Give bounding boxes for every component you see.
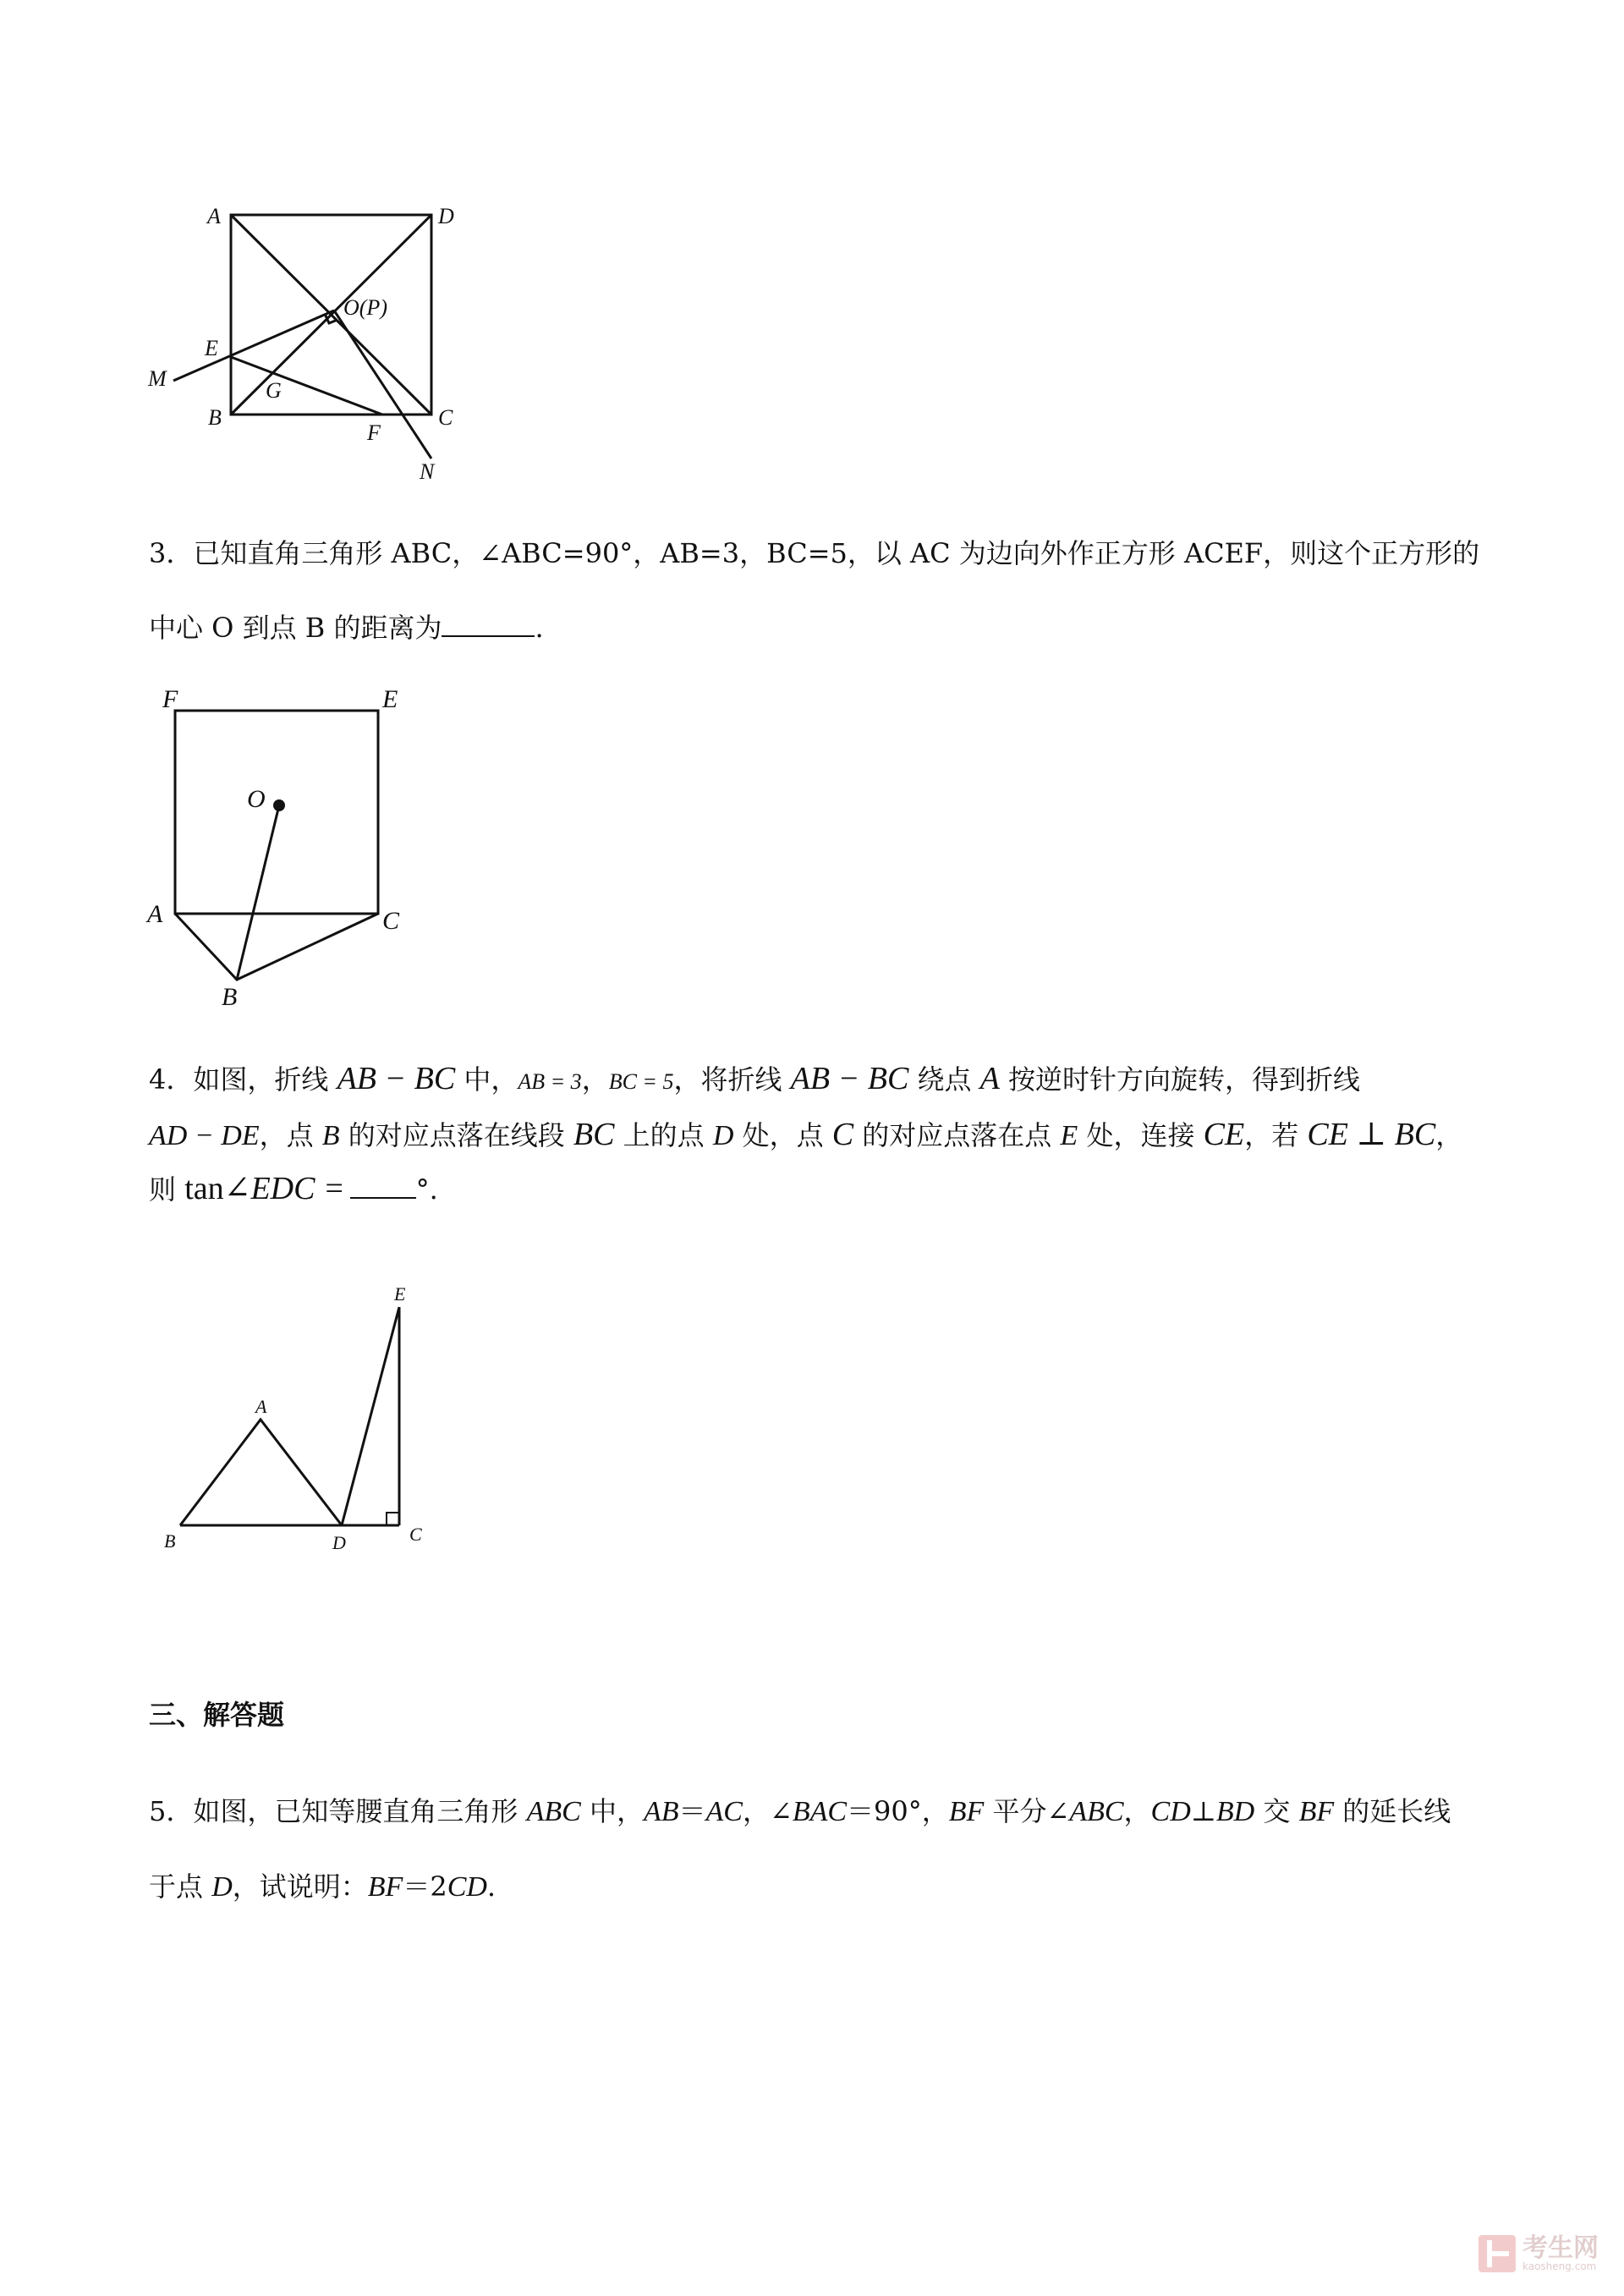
q4-text: 的对应点落在点 xyxy=(853,1119,1061,1151)
q5-math: AB xyxy=(643,1796,679,1827)
segment-de xyxy=(342,1307,399,1525)
q5-text: ⊥ xyxy=(1190,1795,1216,1827)
figure-square-acef-svg xyxy=(144,685,414,1024)
q4-math-bc: BC xyxy=(573,1117,615,1152)
label-n: N xyxy=(420,459,435,484)
question-3-text-1: 已知直角三角形 ABC，∠ABC=90°，AB=3，BC=5，以 AC 为边向外作正方形 ACEF，则这个正方形的 xyxy=(193,537,1480,569)
q4-text: 中， xyxy=(455,1063,518,1096)
watermark-cn: 考生网 xyxy=(1522,2233,1599,2263)
question-4-number: 4． xyxy=(149,1063,194,1096)
figure-folded-line-svg xyxy=(152,1282,448,1561)
q5-math: BF xyxy=(948,1796,985,1827)
label-a: A xyxy=(207,204,221,228)
label-b: B xyxy=(164,1530,176,1552)
label-e: E xyxy=(205,336,218,360)
q5-math: CD xyxy=(1150,1796,1191,1827)
q5-math: BF xyxy=(367,1871,403,1903)
q5-text: ， xyxy=(1123,1795,1151,1827)
right-angle-mark-c xyxy=(387,1513,399,1525)
point-o-dot xyxy=(273,799,285,811)
q4-math-ce-perp-bc: CE ⊥ BC xyxy=(1307,1117,1436,1152)
section-title-answer-questions: 三、解答题 xyxy=(149,1699,285,1731)
q4-text: ， xyxy=(581,1063,609,1096)
question-3-text-2: 中心 O 到点 B 的距离为 xyxy=(149,612,442,644)
q5-text: 如图，已知等腰直角三角形 xyxy=(193,1795,527,1827)
polyline-ab-ad xyxy=(180,1420,342,1525)
q5-math: ABC xyxy=(1069,1796,1124,1827)
label-d: D xyxy=(438,204,454,228)
q5-math: CD xyxy=(447,1871,487,1903)
q4-text: 上的点 xyxy=(614,1119,713,1151)
label-b: B xyxy=(208,405,222,430)
q4-text: 的对应点落在线段 xyxy=(339,1119,573,1151)
line-ef xyxy=(231,357,382,415)
label-c: C xyxy=(438,405,453,430)
q5-text: 的延长线 xyxy=(1334,1795,1451,1827)
q4-text: ， xyxy=(1435,1119,1463,1151)
question-3-line-2 xyxy=(149,609,1494,646)
figure-folded-line xyxy=(152,1282,448,1561)
label-d: D xyxy=(332,1532,346,1553)
q5-text: ＝2 xyxy=(403,1870,447,1903)
q5-math: D xyxy=(211,1871,233,1903)
line-pn xyxy=(334,310,431,459)
q4-text: 如图，折线 xyxy=(193,1063,337,1096)
q5-text: ，试说明： xyxy=(232,1870,368,1903)
q5-text: 于点 xyxy=(149,1870,212,1903)
watermark-text xyxy=(1522,2233,1599,2272)
label-m: M xyxy=(148,366,167,391)
figure-square-acef xyxy=(144,685,414,1024)
label-b: B xyxy=(222,983,238,1011)
q4-math-angle-edc: ∠EDC = xyxy=(223,1171,345,1206)
q4-math-bc-5: BC = 5 xyxy=(608,1069,674,1094)
q4-math-c: C xyxy=(831,1117,854,1152)
figure-square-abcd-svg xyxy=(144,195,482,491)
q4-text: 处，点 xyxy=(733,1119,832,1151)
q5-text: 中， xyxy=(580,1795,644,1827)
segment-ob xyxy=(237,805,279,980)
question-4-line-1 xyxy=(149,1059,1494,1101)
q4-text-end: °. xyxy=(415,1173,438,1206)
label-c: C xyxy=(409,1524,422,1545)
q4-text: ，将折线 xyxy=(673,1063,791,1096)
q5-text: . xyxy=(486,1870,497,1903)
question-3 xyxy=(149,535,1494,646)
label-o: O xyxy=(247,785,266,813)
figure-square-abcd xyxy=(144,195,482,491)
q5-text: 交 xyxy=(1254,1795,1299,1827)
q5-math: BF xyxy=(1298,1796,1335,1827)
q5-text: ＝90°， xyxy=(847,1795,949,1827)
question-5-line-2 xyxy=(149,1867,1494,1907)
label-a: A xyxy=(147,900,163,928)
q5-math: ABC xyxy=(526,1796,581,1827)
q4-math-b: B xyxy=(321,1120,340,1151)
question-3-text-end: . xyxy=(535,612,544,644)
question-4 xyxy=(149,1059,1494,1209)
line-em xyxy=(173,310,334,381)
q4-text: 按逆时针方向旋转，得到折线 xyxy=(999,1063,1361,1096)
question-5-number: 5． xyxy=(149,1795,194,1827)
question-4-answer-blank[interactable] xyxy=(350,1172,416,1199)
watermark-en: kaosheng.com xyxy=(1522,2260,1597,2272)
q4-math-ce: CE xyxy=(1203,1117,1245,1152)
watermark xyxy=(1479,2235,1599,2272)
question-3-line-1 xyxy=(149,535,1494,572)
label-o-p: O(P) xyxy=(343,295,387,320)
q4-math-ab-bc: AB − BC xyxy=(337,1061,456,1096)
q4-math-e: E xyxy=(1060,1120,1078,1151)
label-a: A xyxy=(255,1396,267,1417)
triangle-abc-legs xyxy=(175,914,378,980)
q4-math-a: A xyxy=(979,1061,1000,1096)
label-f: F xyxy=(367,420,381,445)
label-e: E xyxy=(394,1283,406,1305)
q5-math: AC xyxy=(705,1796,743,1827)
q5-math: BD xyxy=(1215,1796,1255,1827)
q4-text: 则 xyxy=(149,1173,185,1206)
question-4-line-2 xyxy=(149,1115,1494,1156)
kaosheng-logo-icon xyxy=(1479,2235,1516,2272)
q4-math-tan: tan xyxy=(184,1171,224,1206)
q4-math-ab-3: AB = 3 xyxy=(518,1069,582,1094)
q4-text: ，点 xyxy=(259,1119,322,1151)
question-3-number: 3． xyxy=(149,537,194,569)
label-f: F xyxy=(162,685,178,713)
q4-text: 绕点 xyxy=(908,1063,980,1096)
q5-text: 平分∠ xyxy=(984,1795,1070,1827)
label-g: G xyxy=(266,378,282,403)
question-5 xyxy=(149,1792,1494,1907)
q5-math: BAC xyxy=(792,1796,848,1827)
label-e: E xyxy=(382,685,398,713)
q5-text: ，∠ xyxy=(742,1795,793,1827)
q4-math-d: D xyxy=(712,1120,734,1151)
q4-text: 处，连接 xyxy=(1078,1119,1204,1151)
q4-math-ad-de: AD − DE xyxy=(149,1120,260,1151)
question-4-line-3 xyxy=(149,1169,1494,1209)
q5-text: ＝ xyxy=(678,1795,706,1827)
q4-text: ，若 xyxy=(1244,1119,1308,1151)
label-c: C xyxy=(382,907,400,935)
q4-math-ab-bc-2: AB − BC xyxy=(790,1061,909,1096)
question-5-line-1 xyxy=(149,1792,1494,1832)
question-3-answer-blank[interactable] xyxy=(442,610,535,637)
